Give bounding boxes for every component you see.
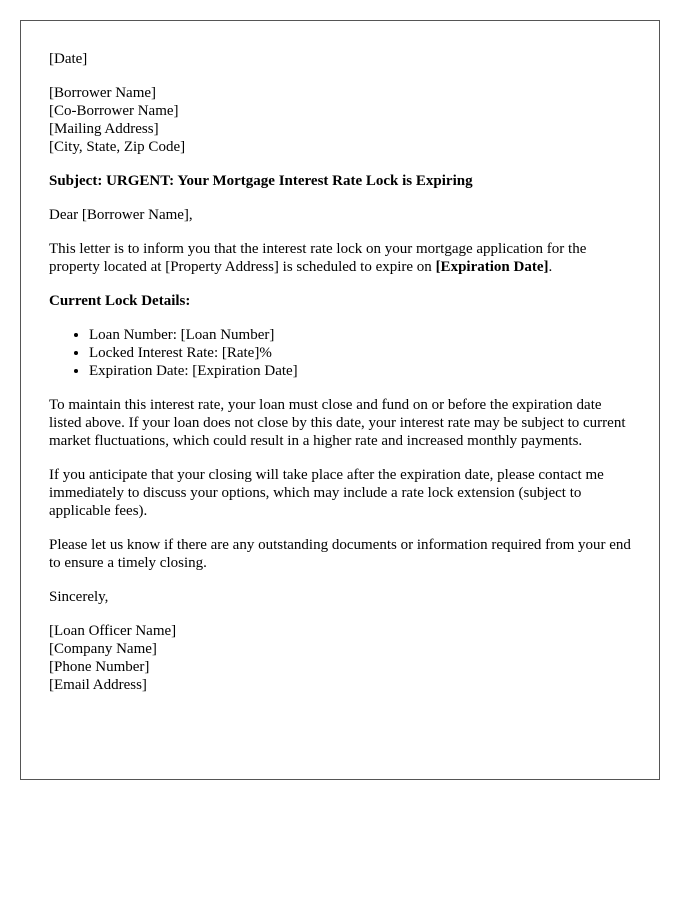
anticipate-paragraph: If you anticipate that your closing will take place after the expiration date, please contact me immediately to discuss your options, which may include a rate lock extension (subject to applicable fees). (49, 467, 604, 519)
signature-block (49, 622, 631, 694)
lock-details-list (49, 326, 631, 380)
intro-end: . (548, 259, 553, 275)
intro-expiration-date: [Expiration Date] (435, 259, 549, 275)
letter-date: [Date] (49, 51, 88, 67)
company-name: [Company Name] (49, 641, 157, 657)
lock-details-heading: Current Lock Details: (49, 293, 191, 309)
co-borrower-name: [Co-Borrower Name] (49, 103, 179, 119)
salutation: Dear [Borrower Name], (49, 207, 193, 223)
documents-paragraph: Please let us know if there are any outstanding documents or information required from your end to ensure a timely closing. (49, 537, 631, 571)
intro-text: This letter is to inform you that the interest rate lock on your mortgage application for the property located at [Property Address] is scheduled to expire on (49, 241, 587, 275)
subject-line: Subject: URGENT: Your Mortgage Interest Rate Lock is Expiring (49, 173, 473, 189)
maintain-rate-paragraph: To maintain this interest rate, your loan must close and fund on or before the expiration date listed above. If your loan does not close by this date, your interest rate may be subject to current market fluctuations, which could result in a higher rate and increased monthly payments. (49, 397, 626, 449)
list-item-loan-number: • Loan Number: [Loan Number] (89, 326, 631, 344)
closing: Sincerely, (49, 589, 109, 605)
list-item-expiration-date: • Expiration Date: [Expiration Date] (89, 362, 631, 380)
loan-officer-name: [Loan Officer Name] (49, 623, 177, 639)
borrower-name: [Borrower Name] (49, 85, 157, 101)
mailing-address: [Mailing Address] (49, 121, 159, 137)
list-item-interest-rate: • Locked Interest Rate: [Rate]% (89, 344, 631, 362)
city-state-zip: [City, State, Zip Code] (49, 139, 186, 155)
phone-number: [Phone Number] (49, 659, 150, 675)
letter-page (20, 20, 660, 780)
email-address: [Email Address] (49, 677, 147, 693)
recipient-block (49, 84, 631, 156)
intro-paragraph (49, 240, 631, 276)
